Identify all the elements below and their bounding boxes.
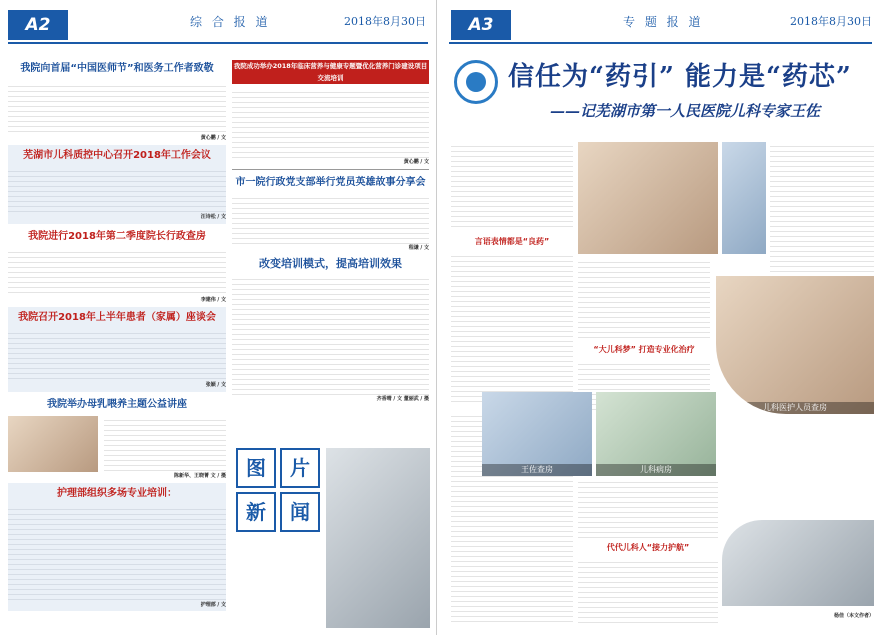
article-title-2: 芜湖市儿科质控中心召开2018年工作会议 [23,150,211,161]
article-block-2 [8,145,226,224]
header-rule-right [449,42,872,44]
photo-consult [482,392,592,476]
article-body-2 [8,167,226,213]
badge-char-4: 闻 [280,492,320,532]
feature-subtitle: ——记芜湖市第一人民医院儿科专家王佐 [550,102,821,120]
article-body-5 [104,416,226,472]
hospital-logo-icon [454,60,498,104]
article-block-6 [8,483,226,611]
feature-column-3 [578,478,718,628]
feature-column-1 [451,142,573,627]
caption-5: 儿科病房 [596,464,716,476]
article-body-8 [232,194,429,244]
page-header [0,0,436,44]
page-tag: A2 [8,10,68,40]
feature-body-2 [451,252,573,404]
article-body-4 [8,329,226,381]
photo-credit: 杨佳（本文作者） [833,613,874,619]
issue-date: 2018年8月30日 [344,15,426,28]
article-sig-9: 齐香晴 / 文 董丽武 / 摄 [376,396,429,402]
article-body-3 [8,248,226,296]
article-title-6: 护理部组织多场专业培训： [57,488,177,499]
article-block-5 [8,416,226,472]
article-body-7 [232,88,429,158]
article-body-1 [8,82,226,134]
issue-date-right: 2018年8月30日 [790,15,872,28]
feature-body-7 [578,478,718,538]
article-title-7: 我院成功举办2018年临床营养与健康专题暨优化营养门诊建设项目交流培训 [233,62,428,82]
article-title-8: 市一院行政党支部举行党员英雄故事分享会 [235,177,426,188]
feature-body-1 [451,142,573,230]
left-column [8,54,226,629]
article-sig-8: 程谦 / 文 [408,245,429,251]
feature-body-8 [578,558,718,626]
badge-char-3: 新 [236,492,276,532]
feature-body-4 [770,142,874,272]
divider [232,169,429,170]
article-sig-7: 黄心鹏 / 文 [403,159,429,165]
page-header-right [441,0,880,44]
page-tag-right: A3 [451,10,511,40]
article-sig-3: 李建伟 / 文 [200,297,226,303]
article-title-4: 我院召开2018年上半年患者（家属）座谈会 [18,312,216,323]
feature-subhead-3: 代代儿科人“接力护航” [606,543,690,552]
photo-team [716,276,874,414]
feature-column-4 [770,142,874,272]
caption-2: 儿科医护人员查房 [716,402,874,414]
feature-body-5 [578,258,710,338]
feature-subhead-1: 言语表情都是“良药” [474,237,550,246]
caption-1: 王佐查房 [482,464,592,476]
badge-char-1: 图 [236,448,276,488]
section-title: 综 合 报 道 [190,15,271,29]
page-a2 [0,0,437,635]
feature-title: 信任为“药引” 能力是“药芯” [508,62,852,92]
article-title-1: 我院向首届“中国医师节”和医务工作者致敬 [20,63,214,74]
photo-mother-child [722,142,766,254]
header-rule [8,42,428,44]
article-body-9 [232,275,429,395]
lecture-photo [8,416,98,472]
news-photo-column [326,448,430,628]
article-title-9: 改变培训模式，提高培训效果 [259,257,402,270]
feature-subhead-2: “大儿科梦” 打造专业化治疗 [593,345,695,354]
photo-doctor-baby [578,142,718,254]
article-title-5: 我院举办母乳喂养主题公益讲座 [47,399,187,410]
photo-ambulance [722,520,874,606]
article-title-3: 我院进行2018年第二季度院长行政查房 [28,231,206,242]
section-title-right: 专 题 报 道 [623,15,704,29]
article-block-4 [8,307,226,392]
badge-char-2: 片 [280,448,320,488]
article-sig-4: 张颖 / 文 [205,382,226,388]
article-sig-5: 陈新华、王晓菁 文 / 摄 [173,473,226,479]
picture-news-badge [236,448,322,534]
article-sig-6: 护理部 / 文 [200,602,226,608]
article-sig-1: 黄心鹏 / 文 [200,135,226,141]
photo-ward [596,392,716,476]
article-sig-2: 汪诗松 / 文 [200,214,226,220]
article-body-6 [8,505,226,601]
